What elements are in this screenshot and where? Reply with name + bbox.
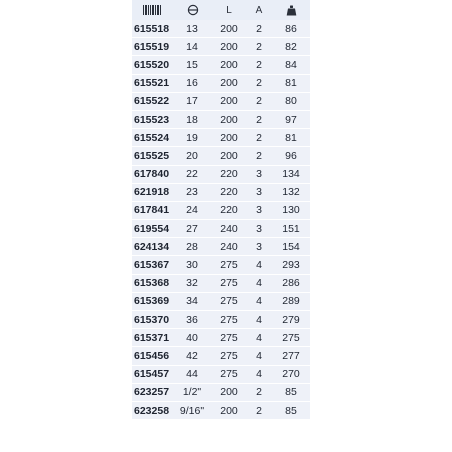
table-row [132, 238, 310, 256]
table-body [132, 20, 310, 420]
length-value: 200 [220, 149, 238, 162]
weight-icon [276, 0, 306, 20]
angle-value: 3 [256, 168, 262, 181]
diameter-icon [182, 0, 204, 20]
table-row [132, 293, 310, 311]
item-code: 615369 [134, 295, 170, 308]
weight-value: 132 [282, 186, 300, 199]
diameter-value: 18 [186, 113, 198, 126]
diameter-value: 34 [186, 295, 198, 308]
item-code: 624134 [134, 240, 170, 253]
item-code: 615367 [134, 259, 170, 272]
table-row [132, 202, 310, 220]
table-row [132, 166, 310, 184]
weight-value: 130 [282, 204, 300, 217]
table-row [132, 93, 310, 111]
angle-value: 2 [256, 95, 262, 108]
length-value: 240 [220, 240, 238, 253]
weight-value: 84 [285, 58, 297, 71]
angle-value: 2 [256, 22, 262, 35]
diameter-value: 28 [186, 240, 198, 253]
diameter-value: 27 [186, 222, 198, 235]
diameter-value: 17 [186, 95, 198, 108]
weight-value: 134 [282, 168, 300, 181]
length-value: 240 [220, 222, 238, 235]
table-row [132, 220, 310, 238]
weight-value: 81 [285, 77, 297, 90]
diameter-value: 42 [186, 349, 198, 362]
angle-value: 2 [256, 131, 262, 144]
angle-value: 3 [256, 240, 262, 253]
table-row [132, 20, 310, 38]
weight-value: 154 [282, 240, 300, 253]
angle-value: 4 [256, 277, 262, 290]
weight-value: 81 [285, 131, 297, 144]
table-row [132, 366, 310, 384]
item-code: 617840 [134, 168, 170, 181]
diameter-value: 32 [186, 277, 198, 290]
item-code: 615523 [134, 113, 170, 126]
diameter-value: 30 [186, 259, 198, 272]
weight-value: 80 [285, 95, 297, 108]
length-value: 275 [220, 259, 238, 272]
item-code: 615521 [134, 77, 170, 90]
length-value: 275 [220, 349, 238, 362]
item-code: 615518 [134, 22, 170, 35]
diameter-value: 23 [186, 186, 198, 199]
table-row [132, 184, 310, 202]
diameter-value: 20 [186, 149, 198, 162]
table-row [132, 329, 310, 347]
weight-value: 289 [282, 295, 300, 308]
item-code: 615524 [134, 131, 170, 144]
weight-value: 277 [282, 349, 300, 362]
weight-value: 97 [285, 113, 297, 126]
table-row [132, 129, 310, 147]
diameter-value: 40 [186, 331, 198, 344]
angle-value: 2 [256, 77, 262, 90]
weight-value: 86 [285, 22, 297, 35]
angle-value: 2 [256, 113, 262, 126]
length-value: 200 [220, 131, 238, 144]
table-row [132, 275, 310, 293]
angle-value: 4 [256, 313, 262, 326]
item-code: 615370 [134, 313, 170, 326]
item-code: 623258 [134, 404, 170, 417]
weight-value: 270 [282, 368, 300, 381]
product-spec-table [132, 0, 310, 452]
angle-value: 4 [256, 331, 262, 344]
diameter-value: 13 [186, 22, 198, 35]
table-header [132, 0, 310, 20]
length-value: 200 [220, 40, 238, 53]
angle-value: 4 [256, 349, 262, 362]
weight-value: 85 [285, 404, 297, 417]
angle-value: 2 [256, 40, 262, 53]
item-code: 615371 [134, 331, 170, 344]
table-row [132, 111, 310, 129]
weight-value: 275 [282, 331, 300, 344]
table-row [132, 75, 310, 93]
diameter-value: 9/16" [179, 404, 205, 417]
weight-value: 293 [282, 259, 300, 272]
diameter-value: 15 [186, 58, 198, 71]
item-code: 621918 [134, 186, 170, 199]
item-code: 615522 [134, 95, 170, 108]
weight-value: 82 [285, 40, 297, 53]
angle-value: 2 [256, 58, 262, 71]
table-row [132, 56, 310, 74]
length-value: 275 [220, 277, 238, 290]
item-code: 619554 [134, 222, 170, 235]
angle-header: A [255, 4, 263, 16]
angle-value: 4 [256, 368, 262, 381]
angle-value: 2 [256, 386, 262, 399]
table-row [132, 402, 310, 420]
item-code: 615457 [134, 368, 170, 381]
length-value: 200 [220, 77, 238, 90]
length-value: 200 [220, 95, 238, 108]
angle-value: 2 [256, 149, 262, 162]
table-row [132, 256, 310, 274]
length-value: 275 [220, 368, 238, 381]
length-header: L [226, 4, 232, 16]
diameter-value: 22 [186, 168, 198, 181]
length-value: 220 [220, 186, 238, 199]
angle-value: 3 [256, 204, 262, 217]
length-value: 275 [220, 313, 238, 326]
weight-value: 286 [282, 277, 300, 290]
angle-value: 3 [256, 186, 262, 199]
length-value: 275 [220, 295, 238, 308]
diameter-value: 36 [186, 313, 198, 326]
weight-value: 85 [285, 386, 297, 399]
diameter-value: 44 [186, 368, 198, 381]
angle-value: 4 [256, 295, 262, 308]
item-code: 615520 [134, 58, 170, 71]
length-value: 200 [220, 404, 238, 417]
length-value: 220 [220, 204, 238, 217]
angle-value: 2 [256, 404, 262, 417]
length-value: 200 [220, 386, 238, 399]
weight-value: 279 [282, 313, 300, 326]
item-code: 615368 [134, 277, 170, 290]
item-code: 615525 [134, 149, 170, 162]
length-value: 275 [220, 331, 238, 344]
weight-value: 151 [282, 222, 300, 235]
item-code: 623257 [134, 386, 170, 399]
length-value: 200 [220, 113, 238, 126]
diameter-value: 16 [186, 77, 198, 90]
table-row [132, 147, 310, 165]
diameter-value: 24 [186, 204, 198, 217]
item-code: 615519 [134, 40, 170, 53]
table-row [132, 38, 310, 56]
diameter-value: 1/2" [182, 386, 202, 399]
table-row [132, 384, 310, 402]
diameter-value: 14 [186, 40, 198, 53]
angle-value: 3 [256, 222, 262, 235]
item-code: 615456 [134, 349, 170, 362]
item-code: 617841 [134, 204, 170, 217]
table-row [132, 347, 310, 365]
length-value: 200 [220, 58, 238, 71]
length-value: 220 [220, 168, 238, 181]
weight-value: 96 [285, 149, 297, 162]
diameter-value: 19 [186, 131, 198, 144]
barcode-icon [132, 0, 172, 20]
table-row [132, 311, 310, 329]
angle-value: 4 [256, 259, 262, 272]
length-value: 200 [220, 22, 238, 35]
